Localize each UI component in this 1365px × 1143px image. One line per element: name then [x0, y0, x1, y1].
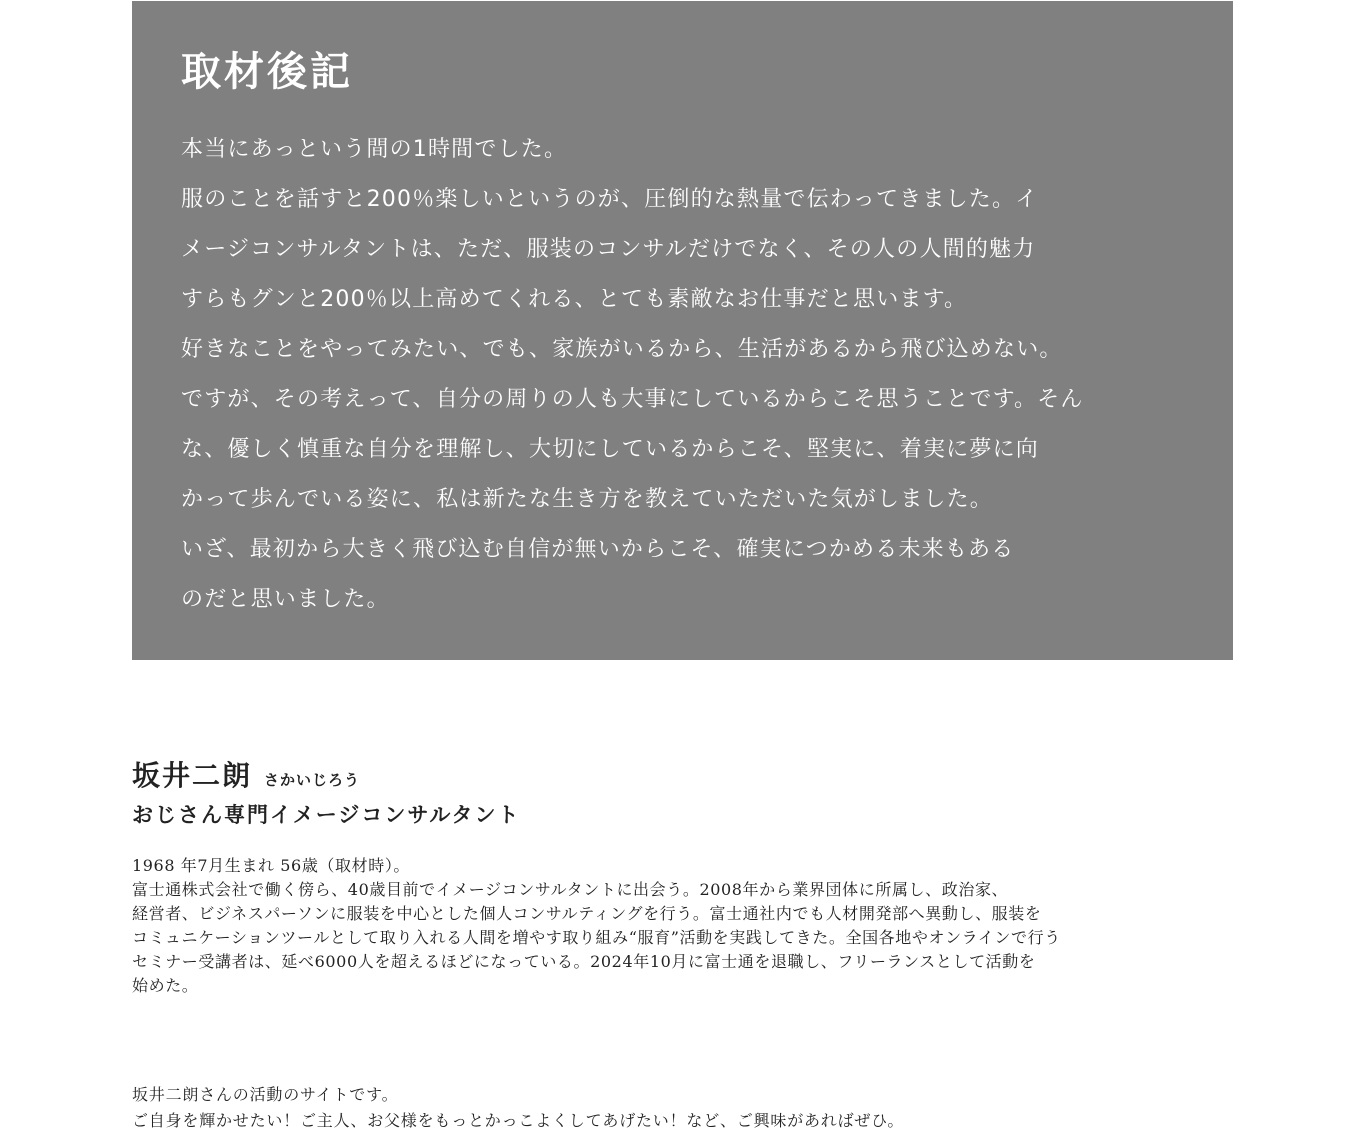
profile-name: 坂井二朗	[132, 759, 253, 792]
afterword-line: 好きなことをやってみたい、でも、家族がいるから、生活があるから飛び込めない。	[181, 337, 1063, 362]
site-note	[132, 1082, 904, 1134]
profile-bio-line: 富士通株式会社で働く傍ら、40歳目前でイメージコンサルタントに出会う。2008年から業界団体に所属し、政治家、	[132, 880, 1009, 899]
profile-bio	[132, 854, 1233, 998]
afterword-title: 取材後記	[181, 48, 353, 95]
afterword-line: ですが、その考えって、自分の周りの人も大事にしているからこそ思うことです。そん	[181, 387, 1084, 412]
afterword-line: のだと思いました。	[181, 587, 390, 612]
afterword-body	[181, 125, 1183, 625]
afterword-line: な、優しく慎重な自分を理解し、大切にしているからこそ、堅実に、着実に夢に向	[181, 437, 1039, 462]
afterword-line: 服のことを話すと200％楽しいというのが、圧倒的な熱量で伝わってきました。イ	[181, 187, 1039, 212]
afterword-line: かって歩んでいる姿に、私は新たな生き方を教えていただいた気がしました。	[181, 487, 994, 512]
afterword-line: いざ、最初から大きく飛び込む自信が無いからこそ、確実につかめる未来もある	[181, 537, 1015, 562]
profile-bio-line: 経営者、ビジネスパーソンに服装を中心とした個人コンサルティングを行う。富士通社内でも人材開発部へ異動し、服装を	[132, 904, 1042, 923]
profile-bio-line: コミュニケーションツールとして取り入れる人間を増やす取り組み“服育”活動を実践してきた。全国各地やオンラインで行う	[132, 928, 1061, 947]
profile-role: おじさん専門イメージコンサルタント	[132, 802, 521, 827]
afterword-line: 本当にあっという間の1時間でした。	[181, 137, 568, 162]
profile-section	[132, 755, 1233, 998]
afterword-line: すらもグンと200％以上高めてくれる、とても素敵なお仕事だと思います。	[181, 287, 968, 312]
profile-bio-line: 1968 年7月生まれ 56歳（取材時）。	[132, 856, 411, 875]
afterword-panel	[132, 1, 1233, 660]
profile-name-line	[132, 755, 1233, 797]
profile-bio-line: セミナー受講者は、延べ6000人を超えるほどになっている。2024年10月に富士通を退職し、フリーランスとして活動を	[132, 952, 1036, 971]
profile-bio-line: 始めた。	[132, 976, 199, 995]
site-note-line: ご自身を輝かせたい！ご主人、お父様をもっとかっこよくしてあげたい！など、ご興味があればぜひ。	[132, 1111, 905, 1130]
profile-name-kana: さかいじろう	[264, 771, 361, 789]
site-note-line: 坂井二朗さんの活動のサイトです。	[132, 1085, 399, 1104]
afterword-line: メージコンサルタントは、ただ、服装のコンサルだけでなく、その人の人間的魅力	[181, 237, 1036, 262]
